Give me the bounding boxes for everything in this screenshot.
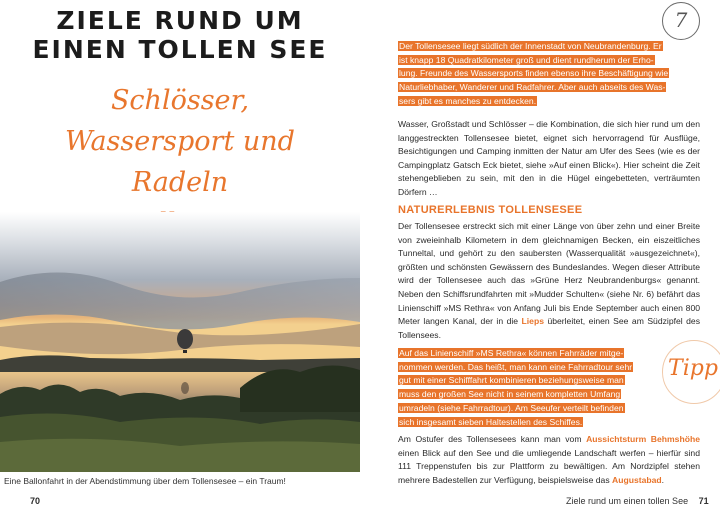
aussichtsturm-link: Aussichtsturm Behmshöhe (586, 434, 700, 444)
lake-sunset-photo (0, 212, 360, 472)
right-page (360, 0, 720, 508)
chapter-title (0, 6, 360, 64)
paragraph-ostufer (398, 433, 700, 487)
paragraph-text: überleitet, einen See am Südzipfel des Tollensees. (398, 316, 700, 340)
chapter-title-line1: ZIELE RUND UM (56, 6, 304, 35)
intro-highlight-line: Naturliebhaber, Wanderer und Radfahrer. Aber auch abseits des Was- (399, 82, 666, 93)
script-subtitle-line1: Schlösser, (110, 85, 250, 116)
tip-highlight-line: umradeln (siehe Fahrradtour). Am Seeufer verteilt befinden (399, 402, 624, 413)
paragraph-intro: Wasser, Großstadt und Schlösser – die Kombination, die sich hier rund um den langgestreckten Tollensesee bietet, eignet sich hervorragend für Ausflüge, Besichtigungen und Camping inmitten der Natur am Ufer des Sees (wie es der Campingplatz Gatsch Eck bietet, siehe »Auf einen Blick«). Hier scheint die Zeit stehengeblieben zu sein, mit den in die Hügel eingebetteten, verträumten Dörfern … (398, 119, 700, 197)
intro-highlight-line: Der Tollensesee liegt südlich der Innenstadt von Neubrandenburg. Er (399, 41, 662, 51)
lieps-link: Lieps (521, 316, 544, 327)
tip-highlight-line: sich insgesamt sieben Haltestellen des Schiffes. (399, 416, 583, 427)
photo-caption: Eine Ballonfahrt in der Abendstimmung über dem Tollensesee – ein Traum! (4, 476, 286, 486)
chapter-title-line2: EINEN TOLLEN SEE (32, 35, 328, 64)
tip-highlight-line: nommen werden. Das heißt, man kann eine Fahrradtour sehr (399, 361, 633, 372)
hot-air-balloon-photo-icon (0, 212, 360, 472)
paragraph-text: Der Tollensesee erstreckt sich mit einer Länge von über zehn und einer Breite von zweieinhalb Kilometern in dem gleichnamigen Becken, ein eiszeitliches Tunneltal, und gehört zu den saubersten (Wasserqualität »ausgezeichnet«), größten und schönsten Gewässern des Bundeslandes. Wegen dieser Attribute wird der Tollensesee auch das »Grüne Herz Neubrandenburgs« genannt. Neben den Schiffsrundfahrten mit »Mudder Schulten« (siehe Nr. 6) befährt das Linienschiff »MS Rethra« von Anfang Juli bis Ende September auch einen 800 Meter langen Kanal, der in die (398, 221, 700, 327)
page-footer (566, 496, 709, 506)
section-heading: NATURERLEBNIS TOLLENSESEE (398, 204, 583, 216)
tip-label: Tipp (668, 356, 718, 381)
tip-highlight-line: Auf das Linienschiff »MS Rethra« können Fahrräder mitge- (399, 348, 624, 358)
paragraph-text: Am Ostufer des Tollensesees kann man vom (398, 434, 582, 444)
tip-highlight-line: gut mit einer Schifffahrt kombinieren beziehungsweise man (399, 375, 624, 386)
paragraph-text: einen Blick auf den See und die umliegende Landschaft werfen – hierfür sind 111 Treppenstufen bis zur Plattform zu bewältigen. Am Nordzipfel stehen mehrere Badestellen zur Verfügung, beispielsweise das (398, 447, 700, 485)
paragraph-text: . (661, 474, 665, 485)
tip-highlight-line: muss den großen See nicht in seinem kompletten Umfang (399, 389, 621, 400)
footer-title: Ziele rund um einen tollen See (566, 496, 689, 506)
augustabad-link: Augustabad (612, 474, 662, 485)
intro-highlight-line: ist knapp 18 Quadratkilometer groß und dient rundherum der Erho- (399, 54, 654, 65)
script-subtitle-line2: Wassersport und Radeln (65, 126, 295, 198)
tip-highlight (398, 347, 660, 429)
intro-highlight (398, 40, 700, 109)
intro-highlight-line: sers gibt es manches zu entdecken. (399, 95, 537, 106)
chapter-number-badge: 7 (662, 2, 700, 40)
page-number-left: 70 (30, 496, 41, 506)
paragraph-naturerlebnis (398, 220, 700, 342)
intro-highlight-line: lung. Freunde des Wassersports finden ebenso ihre Beschäftigung wie (399, 68, 669, 79)
page-number-right: 71 (698, 496, 709, 506)
